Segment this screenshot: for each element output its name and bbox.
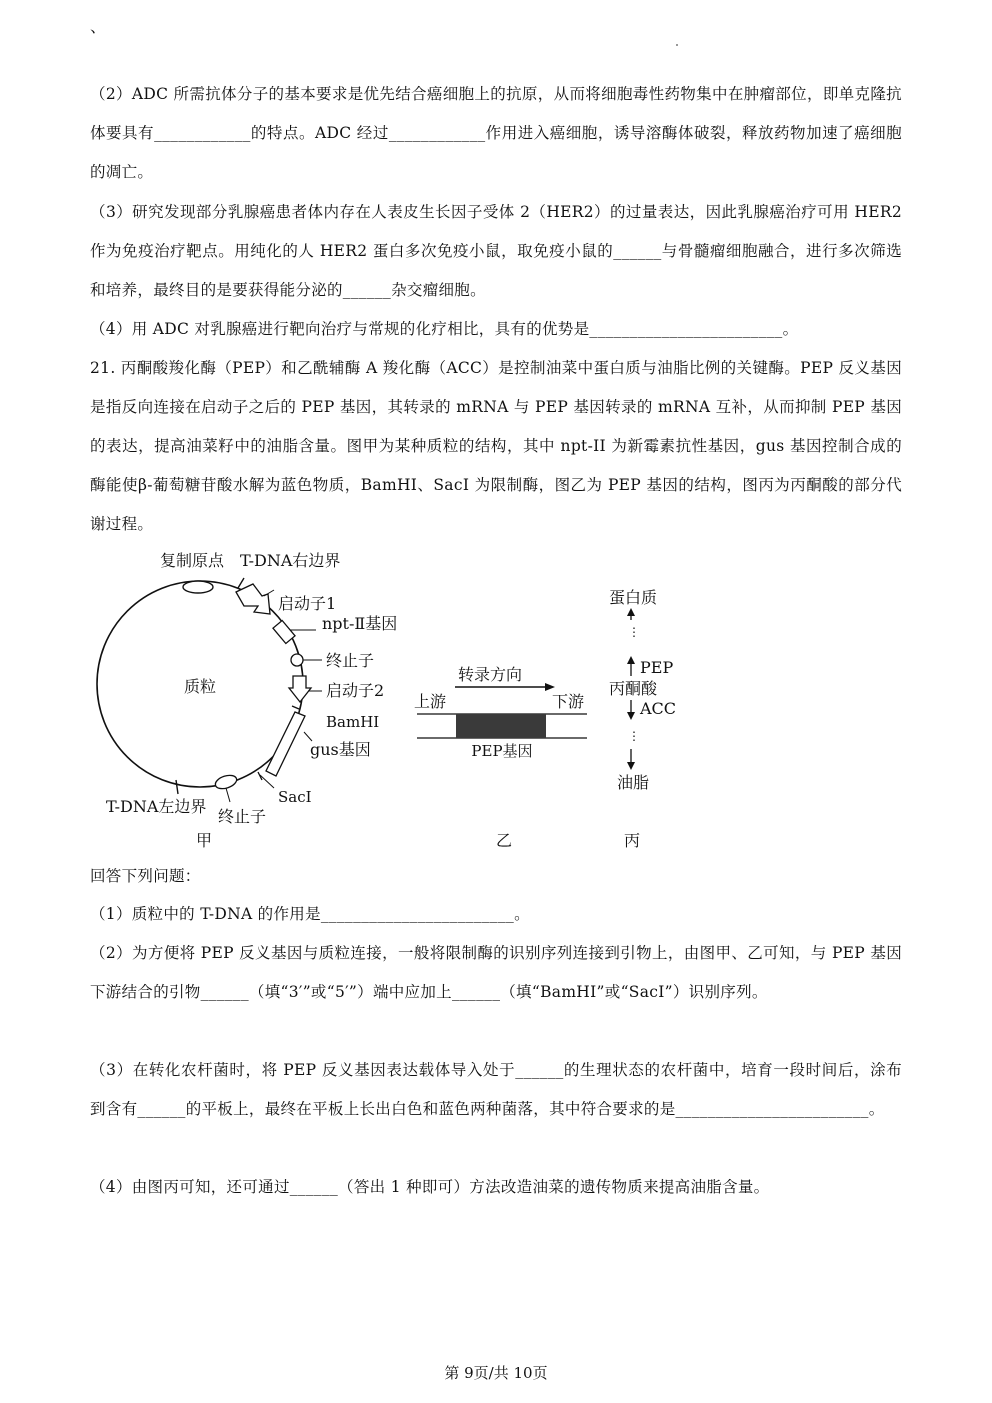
upstream-label: 上游 xyxy=(414,692,447,711)
question-21-stem: 21. 丙酮酸羧化酶（PEP）和乙酰辅酶 A 羧化酶（ACC）是控制油菜中蛋白质与油脂比例的关键酶。PEP 反义基因是指反向连接在启动子之后的 PEP 基因，其转录的 mRNA 与 PEP 基因转录的 mRNA 互补，从而抑制 PEP 基因的表达，提高油菜籽中的油脂含量。图甲为某种质粒的结构，其中 npt-II 为新霉素抗性基因，gus 基因控制合成的酶能使β-葡萄糖苷酸水解为蓝色物质，BamHI、SacI 为限制酶，图乙为 PEP 基因的结构，图丙为丙酮酸的部分代谢过程。 xyxy=(90,359,902,533)
promoter1-label: 启动子1 xyxy=(278,594,337,613)
bamhi-tick xyxy=(292,706,299,709)
npt-label: npt-Ⅱ基因 xyxy=(322,614,398,633)
pep-label: PEP xyxy=(640,658,674,677)
promoter2-label: 启动子2 xyxy=(326,681,385,700)
pep-gene-label: PEP基因 xyxy=(471,742,533,760)
saci-label: SacⅠ xyxy=(278,788,312,806)
protein-label: 蛋白质 xyxy=(608,588,658,607)
top-mark: 、 xyxy=(90,17,107,36)
gus-box xyxy=(266,712,305,776)
terminator2-label: 终止子 xyxy=(218,807,267,826)
svg-text:⋮: ⋮ xyxy=(628,625,640,639)
question-2-paragraph: （2）ADC 所需抗体分子的基本要求是优先结合癌细胞上的抗原，从而将细胞毒性药物集中在肿瘤部位，即单克隆抗体要具有____________的特点。ADC 经过____________作用进入癌细胞，诱导溶酶体破裂，释放药物加速了癌细胞的凋亡。 xyxy=(90,85,902,181)
question-4-paragraph: （4）用 ADC 对乳腺癌进行靶向治疗与常规的化疗相比，具有的优势是________________________。 xyxy=(90,320,799,338)
gus-label: gus基因 xyxy=(310,740,371,759)
lipid-label: 油脂 xyxy=(616,773,650,792)
question-3-paragraph: （3）研究发现部分乳腺癌患者体内存在人表皮生长因子受体 2（HER2）的过量表达，因此乳腺癌治疗可用 HER2 作为免疫治疗靶点。用纯化的人 HER2 蛋白多次免疫小鼠，取免疫小鼠的______与骨髓瘤细胞融合，进行多次筛选和培养，最终目的是要获得能分泌的______杂交瘤细胞。 xyxy=(90,203,902,299)
subquestion-1: （1）质粒中的 T-DNA 的作用是________________________。 xyxy=(90,905,530,923)
caption-jia: 甲 xyxy=(196,831,213,850)
terminator1-label: 终止子 xyxy=(326,651,375,670)
caption-yi: 乙 xyxy=(496,831,513,850)
pep-gene-block xyxy=(456,714,546,738)
stray-dot xyxy=(676,44,678,46)
ori-marker xyxy=(183,581,213,593)
tdna-right-label: T-DNA右边界 xyxy=(240,551,341,570)
acc-label: ACC xyxy=(640,699,677,718)
acc-arrowhead xyxy=(627,712,635,720)
subquestion-2: （2）为方便将 PEP 反义基因与质粒连接，一般将限制酶的识别序列连接到引物上，由图甲、乙可知，与 PEP 基因下游结合的引物______（填“3′”或“5′”）端中应加上______（填“BamHI”或“SacI”）识别序列。 xyxy=(90,944,902,1001)
promoter1-arrow xyxy=(236,584,270,614)
terminator1-circle xyxy=(291,654,303,666)
bamhi-label: BamHⅠ xyxy=(326,713,380,731)
figure-jia-yi-bing xyxy=(90,544,680,854)
direction-arrowhead xyxy=(545,683,555,691)
pyruvate-label: 丙酮酸 xyxy=(608,679,658,698)
plasmid-label: 质粒 xyxy=(183,677,217,696)
tdna-left-label: T-DNA左边界 xyxy=(106,797,207,816)
tdna-right-tick xyxy=(238,578,244,588)
pep-arrowhead xyxy=(627,656,635,664)
direction-label: 转录方向 xyxy=(458,665,523,684)
caption-bing: 丙 xyxy=(624,831,641,850)
promoter2-arrow xyxy=(289,676,311,702)
subquestion-3: （3）在转化农杆菌时，将 PEP 反义基因表达载体导入处于______的生理状态的农杆菌中，培育一段时间后，涂布到含有______的平板上，最终在平板上长出白色和蓝色两种菌落，其中符合要求的是________________________。 xyxy=(90,1061,902,1118)
subquestion-4: （4）由图丙可知，还可通过______（答出 1 种即可）方法改造油菜的遗传物质来提高油脂含量。 xyxy=(90,1178,770,1196)
svg-text:⋮: ⋮ xyxy=(628,729,640,743)
downstream-label: 下游 xyxy=(552,692,585,711)
answer-prompt: 回答下列问题： xyxy=(90,867,201,885)
page-footer: 第 9页/共 10页 xyxy=(444,1364,548,1382)
tdna-left-tick xyxy=(176,780,178,794)
ori-label: 复制原点 xyxy=(160,551,225,570)
npt-box xyxy=(273,620,295,643)
